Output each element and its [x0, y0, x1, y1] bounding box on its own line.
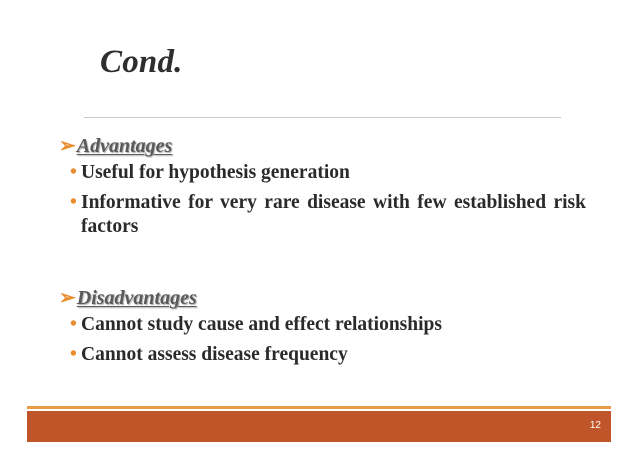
advantages-list [70, 161, 586, 245]
list-item [70, 343, 586, 367]
slide-title: Cond. [100, 44, 183, 80]
arrow-bullet-icon: ➢ [59, 135, 76, 157]
disadvantages-list [70, 313, 586, 373]
advantage-text: Informative for very rare disease with few established risk factors [81, 192, 586, 237]
list-item [70, 161, 586, 185]
footer-accent-strip [27, 406, 611, 409]
list-item [70, 313, 586, 337]
advantages-heading [59, 133, 172, 158]
title-divider [84, 117, 561, 118]
bullet-icon: • [70, 344, 77, 365]
advantage-text: Useful for hypothesis generation [81, 162, 350, 183]
disadvantages-heading [59, 285, 197, 310]
page-number: 12 [589, 420, 601, 431]
disadvantages-heading-text: Disadvantages [76, 287, 197, 309]
disadvantage-text: Cannot assess disease frequency [81, 344, 348, 365]
arrow-bullet-icon: ➢ [59, 287, 76, 309]
list-item [70, 191, 586, 239]
advantages-heading-text: Advantages [76, 135, 173, 157]
footer-bar [27, 411, 611, 442]
bullet-icon: • [70, 162, 77, 183]
bullet-icon: • [70, 314, 77, 335]
bullet-icon: • [70, 192, 77, 213]
disadvantage-text: Cannot study cause and effect relationships [81, 314, 442, 335]
